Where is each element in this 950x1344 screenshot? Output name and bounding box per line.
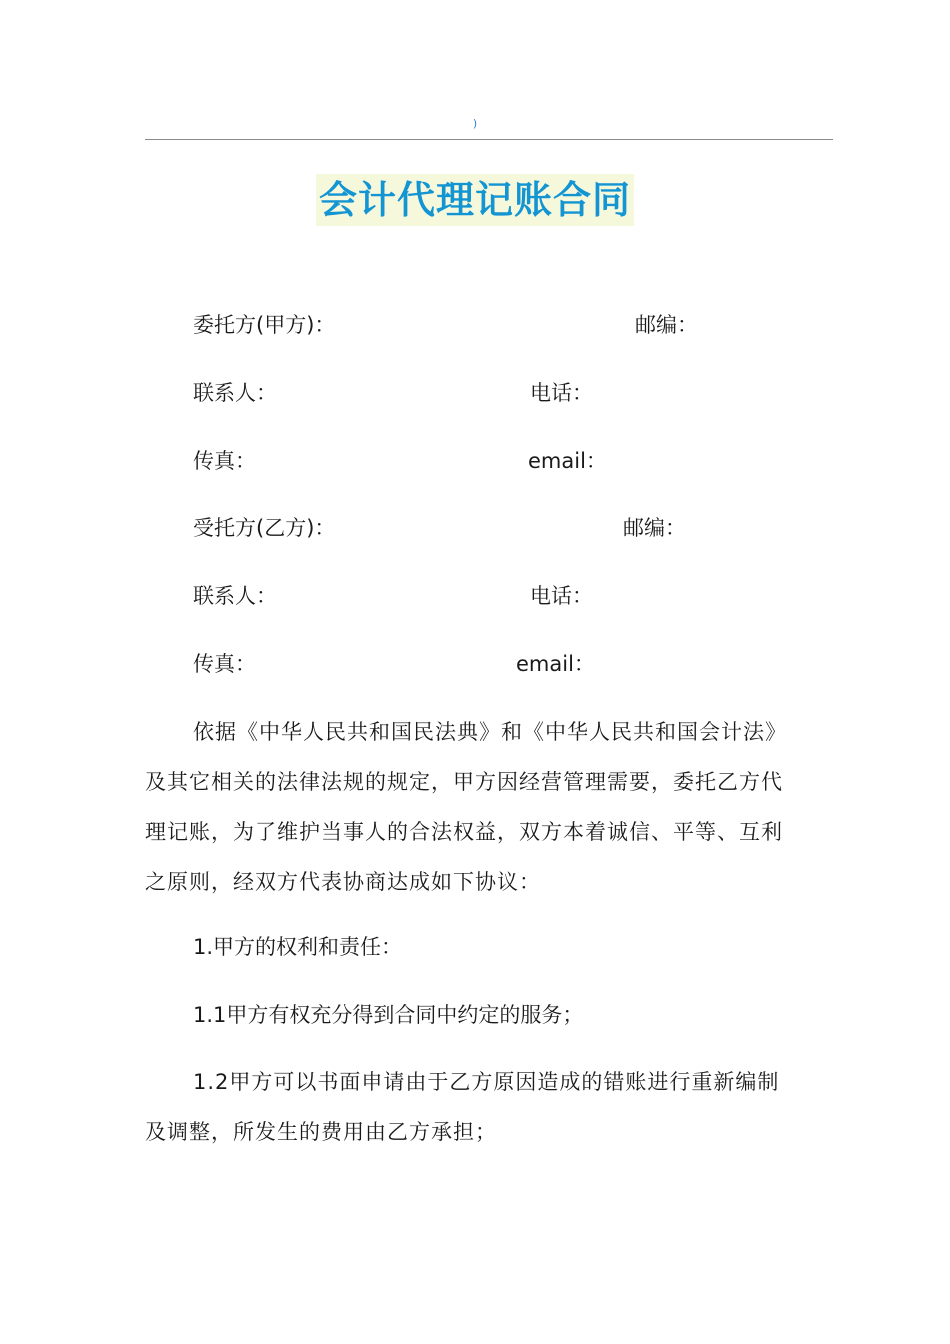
party-a-contact-label: 联系人： <box>193 381 277 405</box>
party-b-fax-label: 传真： <box>193 652 256 676</box>
party-a-phone-label: 电话： <box>530 381 593 405</box>
document-title: 会计代理记账合同 <box>316 174 634 226</box>
party-a-email-label: email： <box>528 449 607 473</box>
party-b-phone-label: 电话： <box>530 584 593 608</box>
header-rule <box>145 139 833 140</box>
clause-1-1: 1.1甲方有权充分得到合同中约定的服务； <box>193 1003 584 1027</box>
party-b-email-label: email： <box>516 652 595 676</box>
clause-1-2: 1.2甲方可以书面申请由于乙方原因造成的错账进行重新编制及调整，所发生的费用由乙方承担； <box>145 1070 780 1144</box>
party-a-fax-label: 传真： <box>193 449 256 473</box>
section-1-heading: 1.甲方的权利和责任： <box>193 935 403 959</box>
party-a-label: 委托方(甲方)： <box>193 313 336 337</box>
preamble-paragraph: 依据《中华人民共和国民法典》和《中华人民共和国会计法》及其它相关的法律法规的规定，甲方因经营管理需要，委托乙方代理记账，为了维护当事人的合法权益，双方本着诚信、平等、互利之原则，经双方代表协商达成如下协议： <box>145 720 787 894</box>
party-a-postcode-label: 邮编： <box>635 313 698 337</box>
header-mark: ) <box>472 117 478 130</box>
party-b-label: 受托方(乙方)： <box>193 516 336 540</box>
party-b-postcode-label: 邮编： <box>623 516 686 540</box>
title-wrap <box>0 174 950 226</box>
party-b-contact-label: 联系人： <box>193 584 277 608</box>
